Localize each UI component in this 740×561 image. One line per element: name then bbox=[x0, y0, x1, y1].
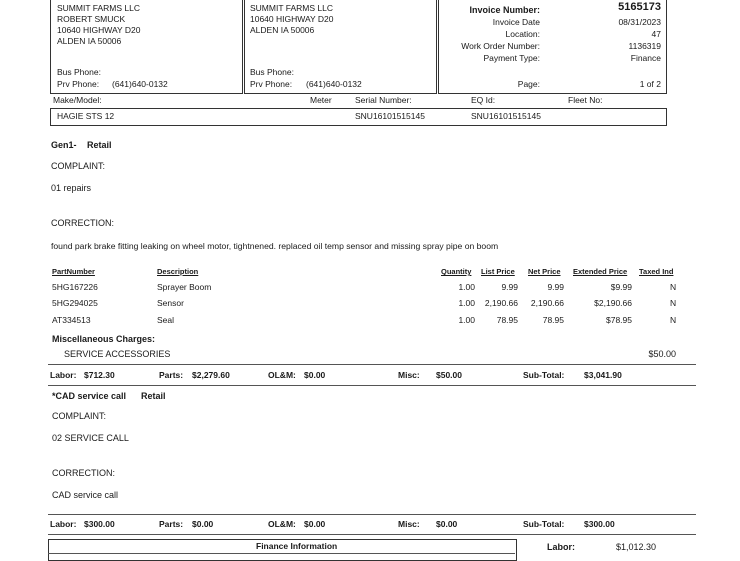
part-net-price: 9.99 bbox=[547, 282, 564, 292]
job1-misc: $50.00 bbox=[436, 370, 462, 380]
misc-charges-label: Miscellaneous Charges: bbox=[52, 334, 156, 344]
finance-info-label: Finance Information bbox=[256, 541, 338, 551]
part-taxed: N bbox=[670, 315, 677, 325]
job2-totals-top-rule bbox=[48, 514, 696, 515]
part-description: Sprayer Boom bbox=[157, 282, 212, 292]
part-list-price: 2,190.66 bbox=[484, 298, 518, 308]
bill-to-contact: ROBERT SMUCK bbox=[57, 14, 126, 24]
finance-divider bbox=[48, 553, 515, 554]
serial-number-label: Serial Number: bbox=[355, 95, 412, 105]
job1-type: Retail bbox=[87, 140, 112, 150]
make-model-label: Make/Model: bbox=[53, 95, 102, 105]
job1-parts: $2,279.60 bbox=[192, 370, 230, 380]
job1-totals-bottom-rule bbox=[48, 385, 696, 386]
part-net-price: 78.95 bbox=[542, 315, 564, 325]
job2-type: Retail bbox=[141, 391, 166, 401]
bill-to-street: 10640 HIGHWAY D20 bbox=[57, 25, 141, 35]
misc-charge-amount: $50.00 bbox=[648, 349, 676, 359]
job2-labor: $300.00 bbox=[84, 519, 115, 529]
bill-to-prv-phone-label: Prv Phone: bbox=[57, 79, 100, 89]
col-net-price: Net Price bbox=[528, 267, 561, 276]
part-description: Sensor bbox=[157, 298, 184, 308]
part-quantity: 1.00 bbox=[458, 282, 475, 292]
ship-to-street: 10640 HIGHWAY D20 bbox=[250, 14, 334, 24]
invoice-number: 5165173 bbox=[618, 1, 661, 13]
job2-misc: $0.00 bbox=[436, 519, 458, 529]
job2-labor-label: Labor: bbox=[50, 519, 77, 529]
part-extended-price: $78.95 bbox=[606, 315, 632, 325]
job1-subtotal: $3,041.90 bbox=[584, 370, 622, 380]
job2-misc-label: Misc: bbox=[398, 519, 420, 529]
part-number: AT334513 bbox=[52, 315, 91, 325]
job1-labor-label: Labor: bbox=[50, 370, 77, 380]
eq-id-value: SNU16101515145 bbox=[471, 111, 541, 121]
footer-labor: $1,012.30 bbox=[616, 542, 657, 552]
col-description: Description bbox=[157, 267, 199, 276]
job1-title: Gen1- bbox=[51, 140, 77, 150]
ship-to-prv-phone-label: Prv Phone: bbox=[250, 79, 293, 89]
part-list-price: 78.95 bbox=[496, 315, 518, 325]
part-quantity: 1.00 bbox=[458, 298, 475, 308]
page-value: 1 of 2 bbox=[639, 79, 661, 89]
col-quantity: Quantity bbox=[441, 267, 472, 276]
job2-parts-label: Parts: bbox=[159, 519, 184, 529]
job2-title: *CAD service call bbox=[52, 391, 127, 401]
job2-parts: $0.00 bbox=[192, 519, 214, 529]
job1-complaint: 01 repairs bbox=[51, 183, 92, 193]
job2-subtotal: $300.00 bbox=[584, 519, 615, 529]
page-label: Page: bbox=[517, 79, 540, 89]
bill-to-city: ALDEN IA 50006 bbox=[57, 36, 122, 46]
job2-olm: $0.00 bbox=[304, 519, 326, 529]
job1-misc-label: Misc: bbox=[398, 370, 420, 380]
job1-complaint-label: COMPLAINT: bbox=[51, 161, 106, 171]
job2-correction: CAD service call bbox=[52, 490, 119, 500]
ship-to-bus-phone-label: Bus Phone: bbox=[250, 67, 294, 77]
payment-type-label: Payment Type: bbox=[483, 53, 540, 63]
ship-to-prv-phone: (641)640-0132 bbox=[306, 79, 362, 89]
location-label: Location: bbox=[505, 29, 540, 39]
misc-charge-item: SERVICE ACCESSORIES bbox=[64, 349, 171, 359]
bill-to-prv-phone: (641)640-0132 bbox=[112, 79, 168, 89]
bill-to-bus-phone-label: Bus Phone: bbox=[57, 67, 101, 77]
invoice-date: 08/31/2023 bbox=[618, 17, 661, 27]
col-taxed-ind: Taxed Ind bbox=[639, 267, 674, 276]
work-order-value: 1136319 bbox=[628, 41, 661, 51]
payment-type-value: Finance bbox=[630, 53, 661, 63]
job1-olm: $0.00 bbox=[304, 370, 326, 380]
part-taxed: N bbox=[670, 282, 677, 292]
ship-to-city: ALDEN IA 50006 bbox=[250, 25, 315, 35]
job1-parts-label: Parts: bbox=[159, 370, 184, 380]
job2-olm-label: OL&M: bbox=[268, 519, 296, 529]
part-list-price: 9.99 bbox=[501, 282, 518, 292]
invoice-number-label: Invoice Number: bbox=[469, 5, 540, 15]
job2-complaint-label: COMPLAINT: bbox=[52, 411, 107, 421]
ship-to-company: SUMMIT FARMS LLC bbox=[250, 3, 333, 13]
make-model-value: HAGIE STS 12 bbox=[57, 111, 115, 121]
job1-totals-top-rule bbox=[48, 364, 696, 365]
job1-correction: found park brake fitting leaking on wheel motor, tightnened. replaced oil temp sensor and missing spray pipe on boom bbox=[51, 241, 499, 251]
location-value: 47 bbox=[651, 29, 661, 39]
job1-subtotal-label: Sub-Total: bbox=[523, 370, 565, 380]
part-description: Seal bbox=[157, 315, 175, 325]
job2-totals-bottom-rule bbox=[48, 534, 696, 535]
col-part-number: PartNumber bbox=[52, 267, 95, 276]
part-quantity: 1.00 bbox=[458, 315, 475, 325]
job1-olm-label: OL&M: bbox=[268, 370, 296, 380]
fleet-no-label: Fleet No: bbox=[568, 95, 603, 105]
job2-correction-label: CORRECTION: bbox=[52, 468, 115, 478]
meter-label: Meter bbox=[310, 95, 332, 105]
serial-number-value: SNU16101515145 bbox=[355, 111, 425, 121]
invoice-date-label: Invoice Date bbox=[492, 17, 540, 27]
part-net-price: 2,190.66 bbox=[530, 298, 564, 308]
job1-labor: $712.30 bbox=[84, 370, 115, 380]
part-extended-price: $9.99 bbox=[610, 282, 632, 292]
col-list-price: List Price bbox=[481, 267, 515, 276]
col-extended-price: Extended Price bbox=[573, 267, 628, 276]
work-order-label: Work Order Number: bbox=[461, 41, 540, 51]
part-extended-price: $2,190.66 bbox=[594, 298, 632, 308]
job2-subtotal-label: Sub-Total: bbox=[523, 519, 565, 529]
bill-to-company: SUMMIT FARMS LLC bbox=[57, 3, 140, 13]
job2-complaint: 02 SERVICE CALL bbox=[52, 433, 129, 443]
footer-labor-label: Labor: bbox=[547, 542, 575, 552]
part-number: 5HG294025 bbox=[52, 298, 98, 308]
part-number: 5HG167226 bbox=[52, 282, 98, 292]
job1-correction-label: CORRECTION: bbox=[51, 218, 114, 228]
part-taxed: N bbox=[670, 298, 677, 308]
eq-id-label: EQ Id: bbox=[471, 95, 496, 105]
